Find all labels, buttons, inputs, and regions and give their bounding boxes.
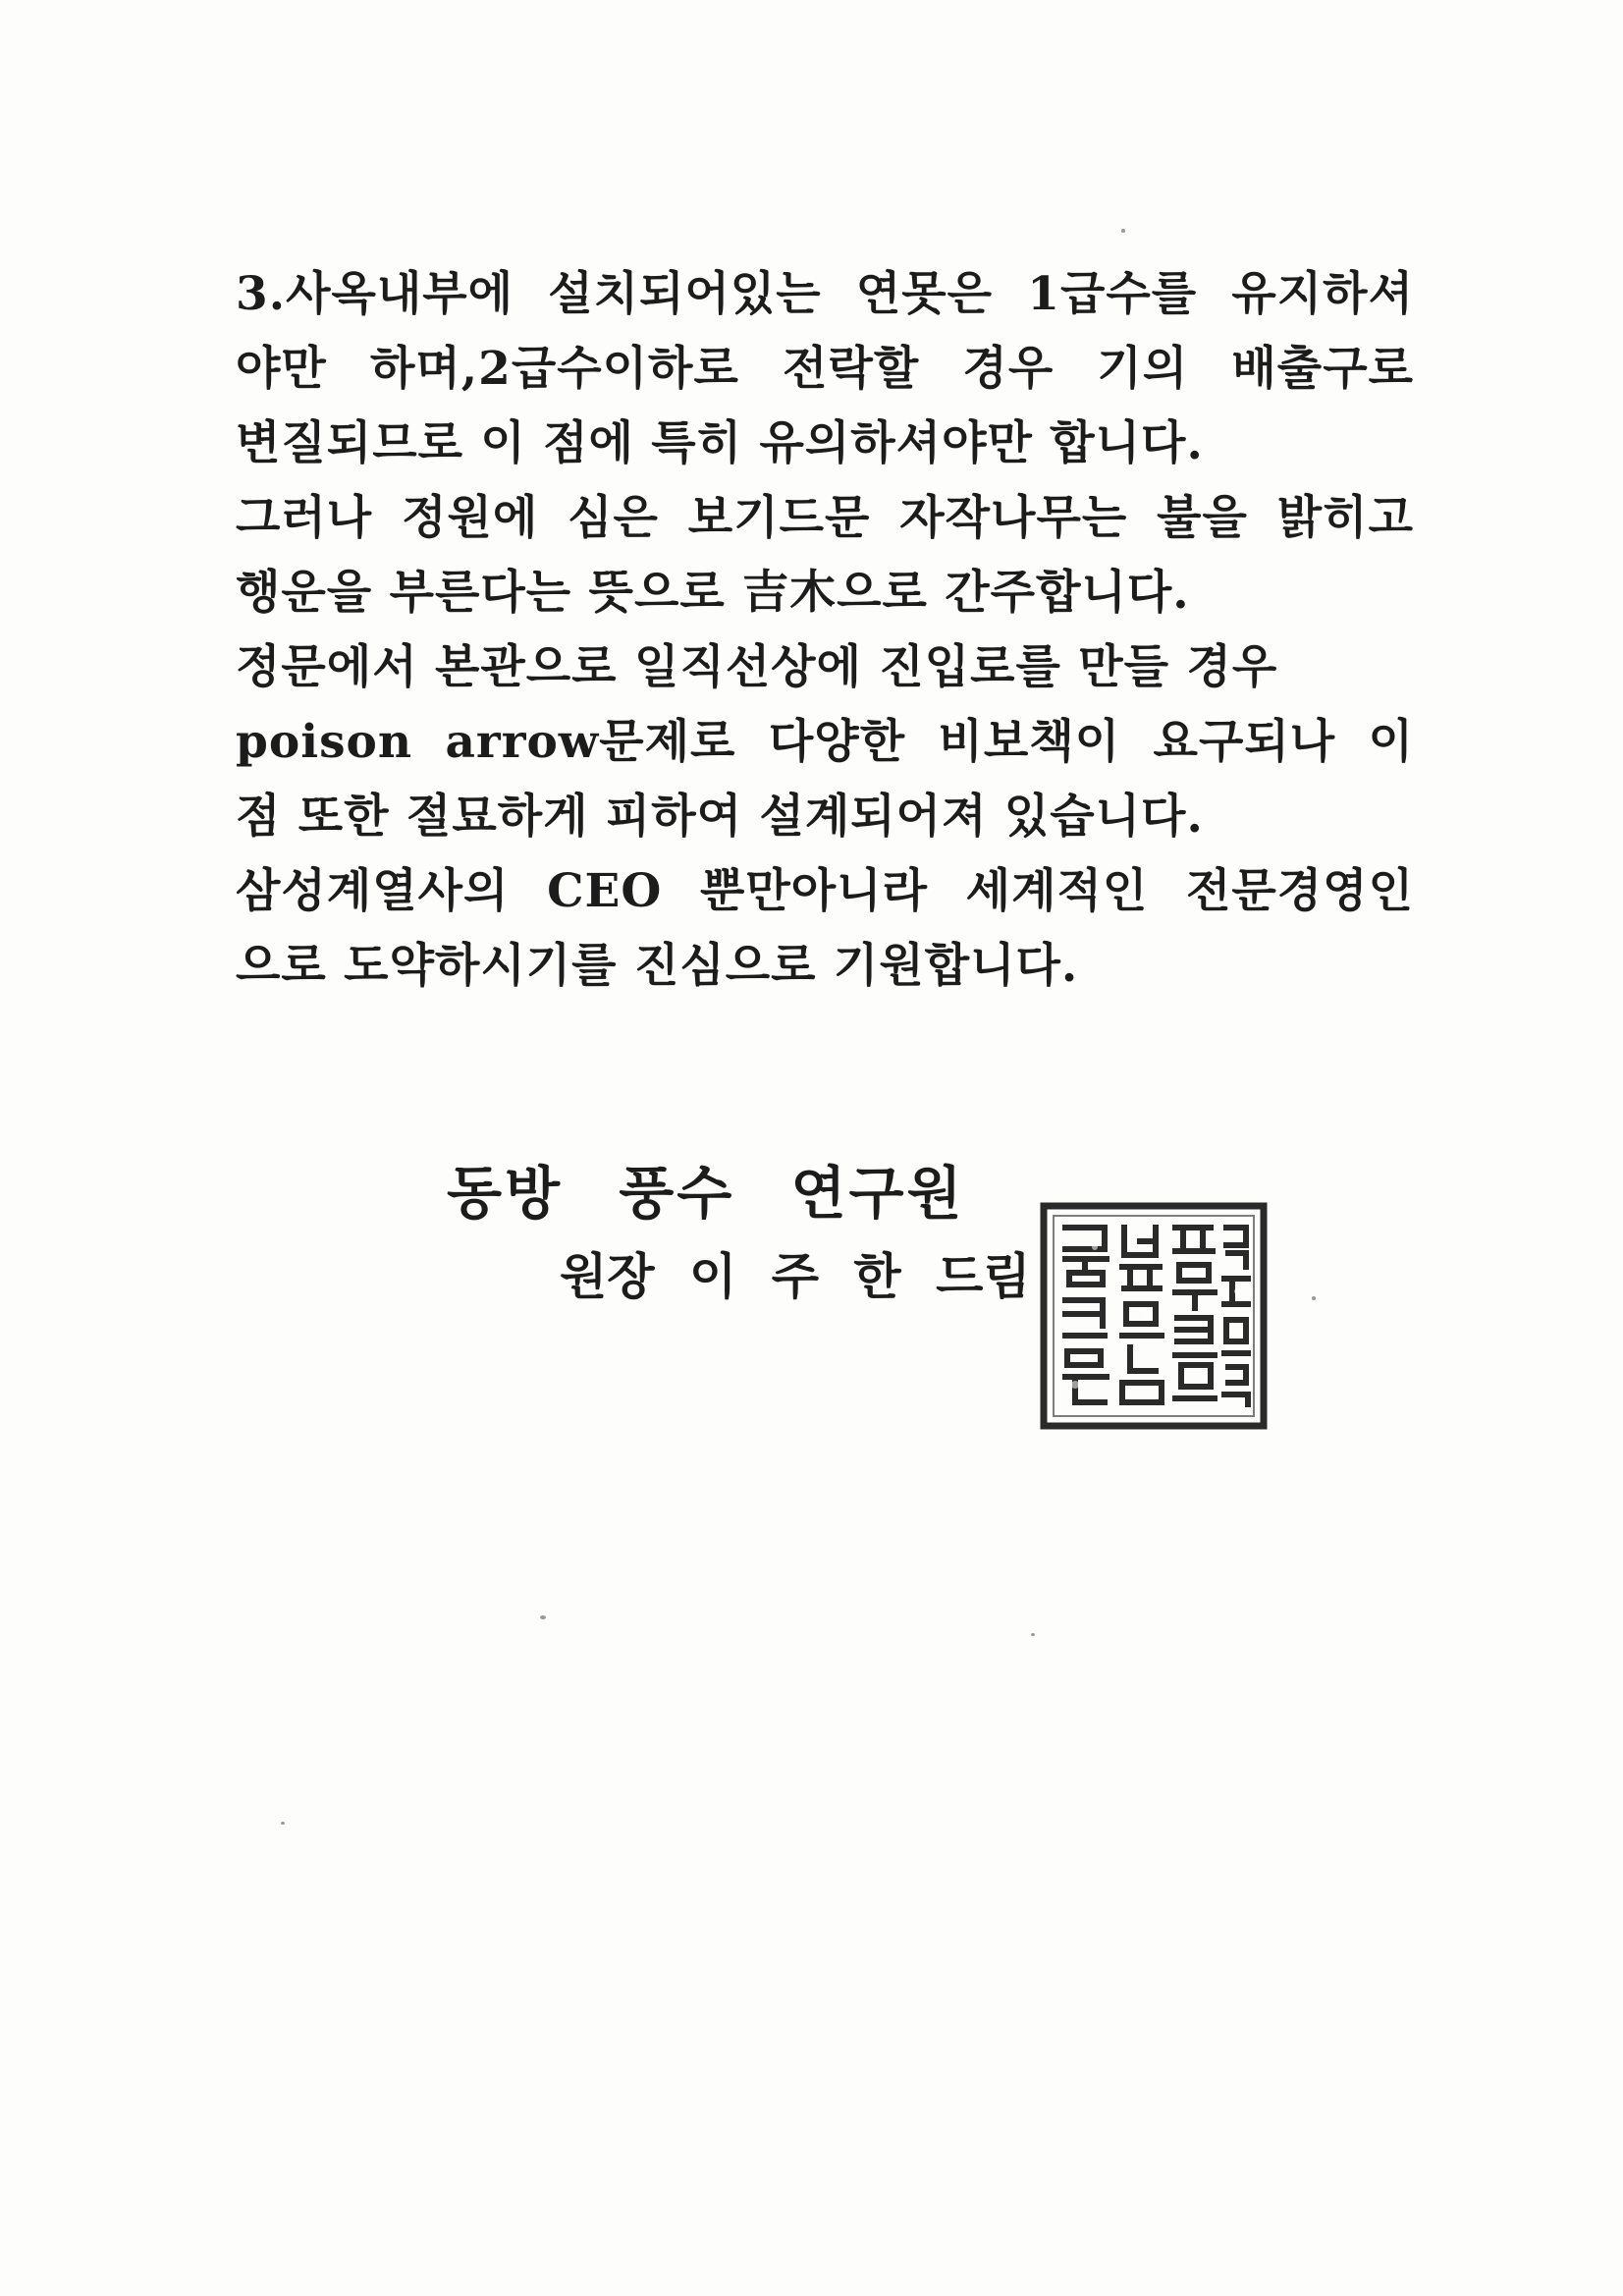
director-signoff: 원장 이 주 한 드림 <box>560 1247 1031 1305</box>
body-line-6: 정문에서 본관으로 일직선상에 진입로를 만들 경우 <box>236 640 1278 694</box>
signature-block <box>447 1149 1031 1316</box>
body-line-7: poison arrow문제로 다양한 비보책이 요구되나 이 <box>236 715 1414 769</box>
organization-name: 동방 풍수 연구원 <box>447 1160 965 1227</box>
body-line-9: 삼성계열사의 CEO 뿐만아니라 세계적인 전문경영인 <box>236 864 1414 918</box>
body-line-10: 으로 도약하시기를 진심으로 기원합니다. <box>236 939 1079 993</box>
body-line-8: 점 또한 절묘하게 피하여 설계되어져 있습니다. <box>236 790 1204 844</box>
scan-speck <box>1312 1296 1316 1300</box>
body-line-4: 그러나 정원에 심은 보기드문 자작나무는 불을 밝히고 <box>236 491 1414 545</box>
official-seal-stamp <box>1036 1198 1271 1434</box>
body-line-5: 행운을 부른다는 뜻으로 吉木으로 간주합니다. <box>236 566 1190 620</box>
scan-speck <box>281 1822 285 1825</box>
body-line-3: 변질되므로 이 점에 특히 유의하셔야만 합니다. <box>236 416 1204 470</box>
scan-speck <box>1121 229 1125 233</box>
scan-speck <box>1031 1633 1035 1636</box>
letter-body <box>236 257 1414 1004</box>
body-line-1: 3.사옥내부에 설치되어있는 연못은 1급수를 유지하셔 <box>236 267 1414 321</box>
scan-speck <box>540 1615 546 1619</box>
body-line-2: 야만 하며,2급수이하로 전락할 경우 기의 배출구로 <box>236 342 1414 396</box>
